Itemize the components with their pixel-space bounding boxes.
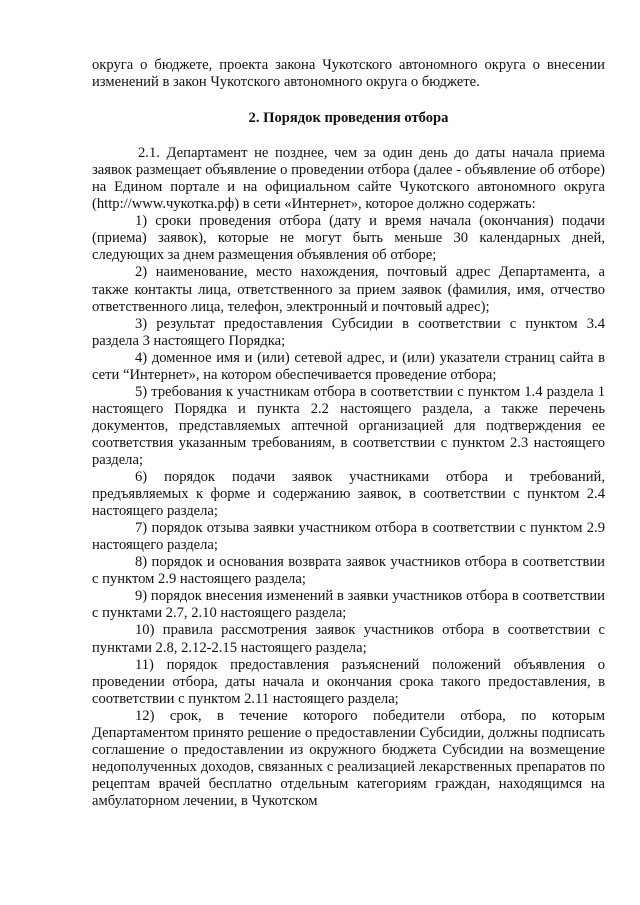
list-item-5: 5) требования к участникам отбора в соответствии с пунктом 1.4 раздела 1 настоящего Порядка и пункта 2.2 настоящего раздела, а также перечень документов, представляемых аптечной организацией для подтверждения ее соответствия указанным требованиям, в соответствии с пунктом 2.3 настоящего раздела; — [92, 383, 605, 468]
list-item-9: 9) порядок внесения изменений в заявки участников отбора в соответствии с пунктами 2.7, 2.10 настоящего раздела; — [92, 588, 605, 622]
list-item-4: 4) доменное имя и (или) сетевой адрес, и (или) указатели страниц сайта в сети “Интернет», на котором обеспечивается проведение отбора; — [92, 349, 605, 383]
list-item-3: 3) результат предоставления Субсидии в соответствии с пунктом 3.4 раздела 3 настоящего Порядка; — [92, 315, 605, 349]
list-item-6: 6) порядок подачи заявок участниками отбора и требований, предъявляемых к форме и содержанию заявок, в соответствии с пунктом 2.4 настоящего раздела; — [92, 469, 605, 520]
list-item-8: 8) порядок и основания возврата заявок участников отбора в соответствии с пунктом 2.9 настоящего раздела; — [92, 554, 605, 588]
section-heading: 2. Порядок проведения отбора — [248, 110, 449, 127]
list-item-1: 1) сроки проведения отбора (дату и время начала (окончания) подачи (приема) заявок), которые не могут быть меньше 30 календарных дней, следующих за днем размещения объявления об отборе; — [92, 213, 605, 264]
intro-paragraph: округа о бюджете, проекта закона Чукотского автономного округа о внесении изменений в закон Чукотского автономного округа о бюджете. — [92, 57, 605, 91]
list-item-12: 12) срок, в течение которого победители отбора, по которым Департаментом принято решение о предоставлении Субсидии, должны подписать соглашение о предоставлении из окружного бюджета Субсидии на возмещение недополученных доходов, связанных с реализацией лекарственных препаратов по рецептам врачей бесплатно отдельным категориям граждан, находящимся на амбулаторном лечении, в Чукотском — [92, 707, 605, 809]
clause-2-1: 2.1. Департамент не позднее, чем за один день до даты начала приема заявок размещает объявление о проведении отбора (далее - объявление об отборе) на Едином портале и на официальном сайте Чукотского автономного округа (http://www.чукотка.рф) в сети «Интернет», которое должно содержать: — [92, 145, 605, 213]
document-page — [92, 57, 605, 810]
list-item-10: 10) правила рассмотрения заявок участников отбора в соответствии с пунктами 2.8, 2.12-2.15 настоящего раздела; — [92, 622, 605, 656]
list-item-2: 2) наименование, место нахождения, почтовый адрес Департамента, а также контакты лица, ответственного за прием заявок (фамилия, имя, отчество ответственного лица, телефон, электронный и почтовый адрес); — [92, 264, 605, 315]
list-item-7: 7) порядок отзыва заявки участником отбора в соответствии с пунктом 2.9 настоящего раздела; — [92, 520, 605, 554]
list-item-11: 11) порядок предоставления разъяснений положений объявления о проведении отбора, даты начала и окончания срока такого предоставления, в соответствии с пунктом 2.11 настоящего раздела; — [92, 656, 605, 707]
